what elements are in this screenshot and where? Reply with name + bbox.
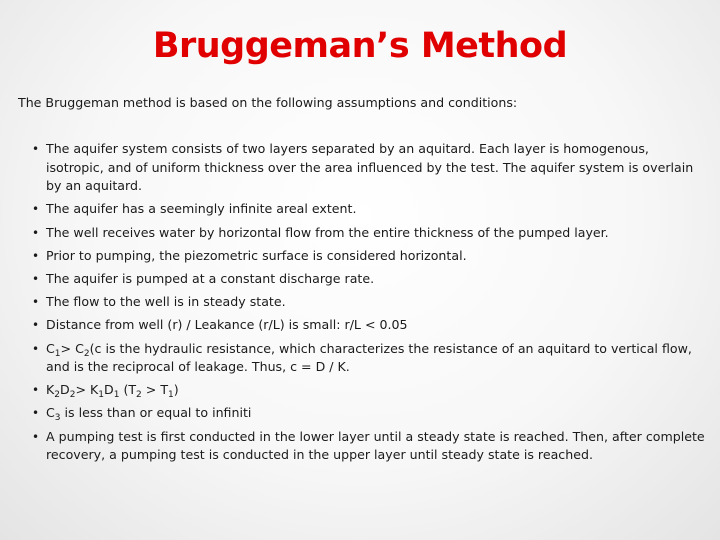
bullet-text: The aquifer has a seemingly infinite areal extent. <box>46 201 357 217</box>
subscript: 2 <box>83 348 90 359</box>
text-part: is less than or equal to infiniti <box>60 405 252 421</box>
subscript: 2 <box>54 390 60 401</box>
list-item <box>18 316 708 335</box>
bullet-text: The well receives water by horizontal flow from the entire thickness of the pumped layer. <box>46 224 609 240</box>
list-item <box>18 224 708 243</box>
text-part: > T <box>141 382 169 398</box>
bullet-text <box>46 405 252 424</box>
bullet-icon: • <box>32 225 40 240</box>
list-item <box>18 293 708 312</box>
list-item <box>18 247 708 266</box>
subscript: 2 <box>69 390 76 401</box>
text-part: D <box>60 382 70 398</box>
text-part: (c is the hydraulic resistance, which characterizes the resistance of an aquitard to vertical flow, and is the reciprocal of leakage. Thus, c = D / K. <box>46 340 692 375</box>
bullet-icon: • <box>32 341 40 356</box>
intro-text: The Bruggeman method is based on the following assumptions and conditions: <box>18 95 518 110</box>
bullet-text: A pumping test is first conducted in the lower layer until a steady state is reached. Then, after complete recovery, a pumping test is conducted in the upper layer until steady state is reached. <box>46 428 705 463</box>
bullet-icon: • <box>32 271 40 286</box>
bullet-text <box>46 341 692 375</box>
text-part: C <box>46 340 55 356</box>
bullet-icon: • <box>32 202 40 217</box>
bullet-text: The aquifer system consists of two layers separated by an aquitard. Each layer is homogenous, isotropic, and of uniform thickness over the area influenced by the test. The aquifer system is overlain by an aquitard. <box>46 141 694 194</box>
list-item <box>18 270 708 289</box>
list-item <box>18 404 708 423</box>
subscript: 3 <box>54 413 61 424</box>
subscript: 2 <box>136 390 142 401</box>
list-item <box>18 381 708 400</box>
bullet-text: Prior to pumping, the piezometric surface is considered horizontal. <box>46 247 467 263</box>
text-part: C <box>46 405 55 421</box>
text-part: > K <box>75 382 99 398</box>
list-item <box>18 428 708 465</box>
text-part: (T <box>119 382 137 398</box>
bullet-icon: • <box>32 429 40 444</box>
bullet-text: The flow to the well is in steady state. <box>46 294 286 310</box>
subscript: 1 <box>98 390 104 401</box>
bullet-icon: • <box>32 406 40 421</box>
text-part: ) <box>173 382 179 398</box>
bullet-text: The aquifer is pumped at a constant discharge rate. <box>46 270 375 286</box>
bullet-text <box>46 382 179 401</box>
bullet-text: Distance from well (r) / Leakance (r/L) is small: r/L < 0.05 <box>46 317 408 333</box>
bullet-icon: • <box>32 248 40 263</box>
bullet-icon: • <box>32 295 40 310</box>
subscript: 1 <box>113 390 120 401</box>
subscript: 1 <box>54 348 61 359</box>
list-item <box>18 200 708 219</box>
list-item <box>18 340 708 377</box>
assumption-list <box>18 140 708 469</box>
list-item <box>18 140 708 196</box>
text-part: K <box>46 382 55 398</box>
bullet-icon: • <box>32 318 40 333</box>
slide-title: Bruggeman’s Method <box>152 26 568 66</box>
text-part: D <box>104 382 114 398</box>
bullet-icon: • <box>32 383 40 398</box>
bullet-icon: • <box>32 142 40 156</box>
subscript: 1 <box>168 390 174 401</box>
text-part: > C <box>60 340 84 356</box>
